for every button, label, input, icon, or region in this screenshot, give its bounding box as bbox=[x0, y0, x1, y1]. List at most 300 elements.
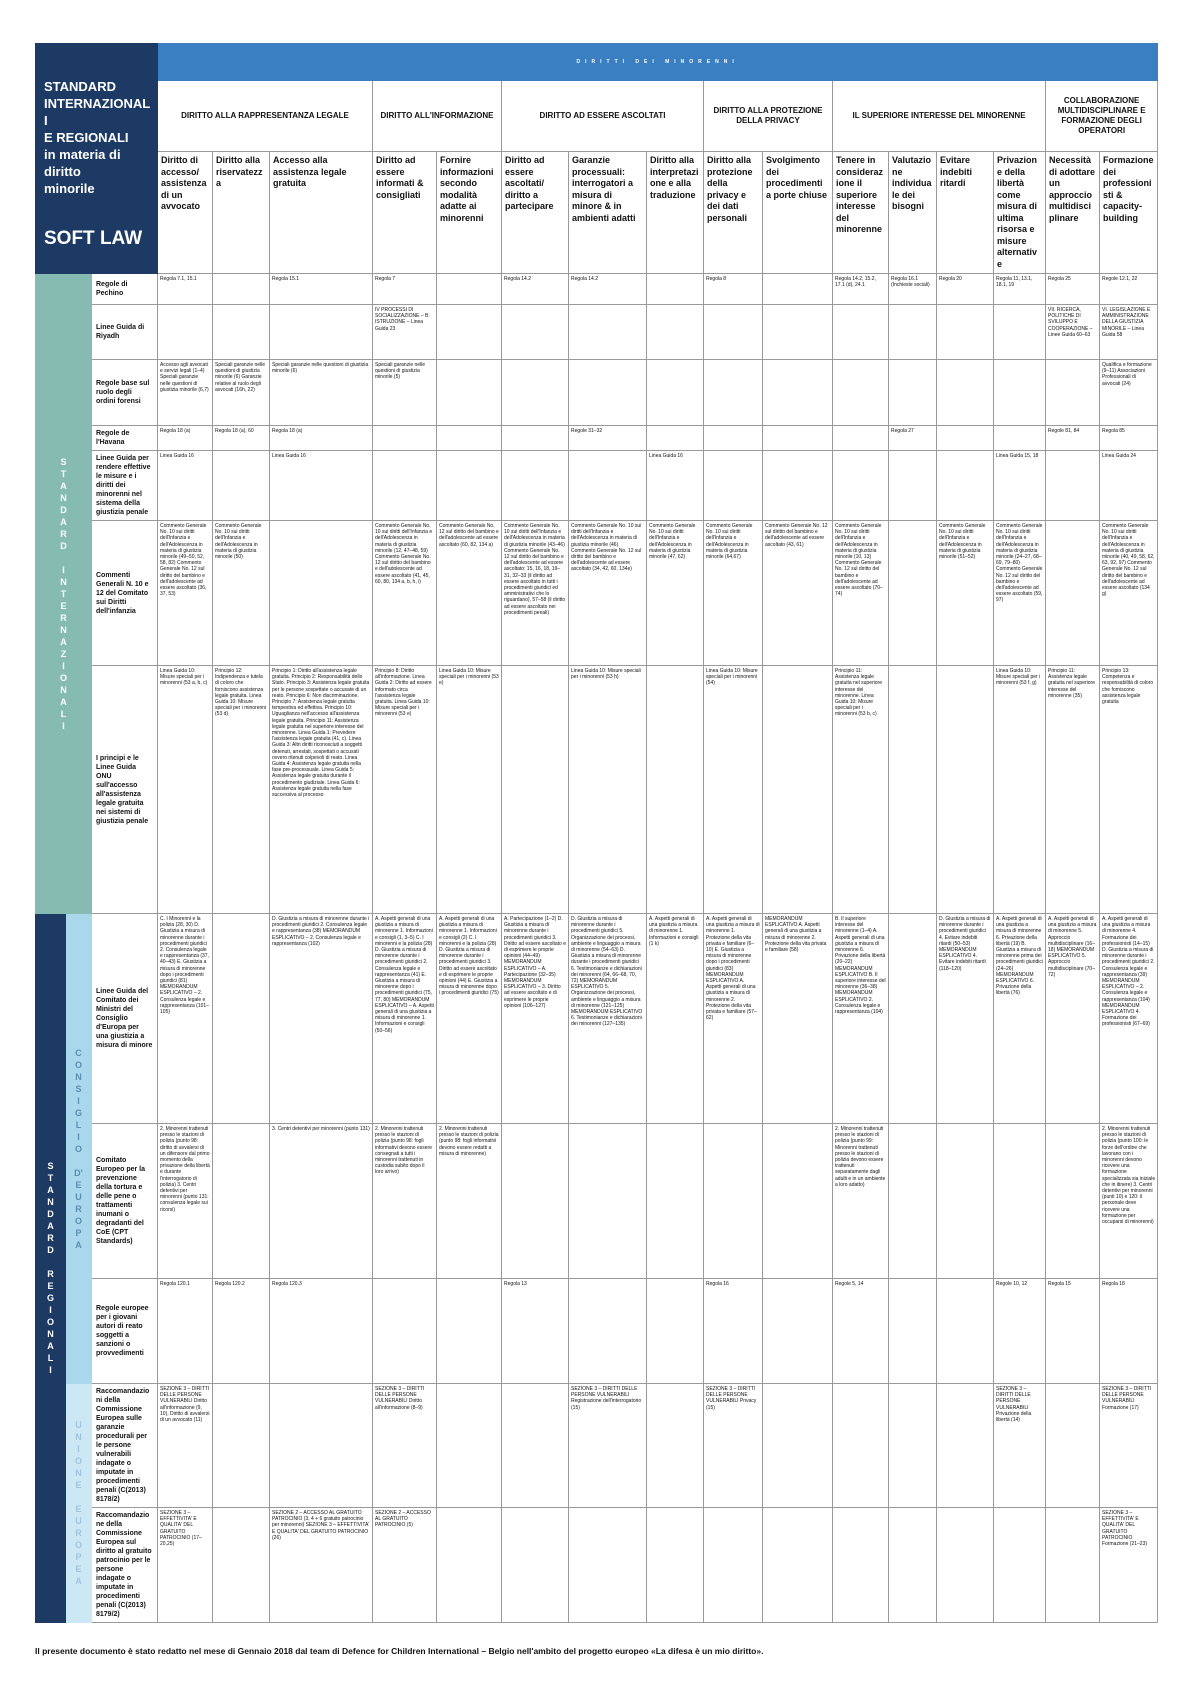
table-cell: Principio 13: Competenza e responsabilità di coloro che forniscono assistenza legale gratuita bbox=[1100, 666, 1158, 914]
table-row bbox=[36, 451, 1158, 521]
band-letter: D bbox=[47, 1209, 54, 1219]
table-cell: A. Aspetti generali di una giustizia a misura di minorenne 5. Approccio multidisciplinare (16–18) MEMORANDUM ESPLICATIVO 5. Approccio multidisciplinare (70–72) bbox=[1046, 914, 1100, 1124]
band-letter: D bbox=[60, 540, 67, 551]
band-letter: A bbox=[75, 1576, 82, 1586]
table-cell bbox=[937, 451, 994, 521]
column-header: Diritto alla riservatezza bbox=[213, 152, 270, 274]
band-letter: O bbox=[74, 1215, 82, 1226]
table-cell bbox=[437, 305, 502, 360]
corner-title bbox=[36, 44, 158, 274]
table-cell: VII. RICERCA, POLITICHE DI SVILUPPO E COOPERAZIONE – Linee Guida 60–63 bbox=[1046, 305, 1100, 360]
table-row bbox=[36, 305, 1158, 360]
group-header: DIRITTO ALLA RAPPRESENTANZA LEGALE bbox=[158, 81, 373, 152]
soft-law-label: SOFT LAW bbox=[44, 228, 143, 249]
column-header: Tenere in considerazione il superiore interesse del minorenne bbox=[833, 152, 889, 274]
corner-line2: INTERNAZIONALI bbox=[44, 96, 151, 128]
band-letter: I bbox=[77, 1444, 80, 1454]
table-cell bbox=[502, 305, 569, 360]
table-cell: Regola 120.1 bbox=[158, 1279, 213, 1384]
table-cell bbox=[437, 1508, 502, 1623]
band-letter: N bbox=[60, 624, 67, 635]
table-cell: Regole 81, 84 bbox=[1046, 426, 1100, 451]
corner-line1: STANDARD bbox=[44, 79, 116, 94]
table-cell: Commento Generale No. 10 sui diritti dell'Infanzia e dell'Adolescenza in materia di giustizia minorile (50) bbox=[213, 521, 270, 666]
band-letter: N bbox=[60, 684, 67, 695]
table-cell: Principio 1: Diritto all'assistenza legale gratuita. Principio 2: Responsabilità dello Stato. Principio 3: Assistenza legale gratuita per le persone sospettate o accusate di un reato. Principio 6: Non discriminazione. Principio 7: Assistenza legale gratuita tempestiva ed effettiva. Principio 10: Uguaglianza nell'accesso all'assistenza legale gratuita. Principio 11: Assistenza legale gratuita nel superiore interesse del minorenne. Linea Guida 1: Prevedere l'assistenza legale gratuita (41, c). Linea Guida 3: Altri diritti riconosciuti a soggetti detenuti, arrestati, sospettati o accusati ovvero ritenuti colpevoli di reato. Linea Guida 4: Assistenza legale gratuita nella fase pre-processuale. Linea Guida 5: Assistenza legale gratuita durante il procedimento giudiziale. Linea Guida 6: Assistenza legale gratuita nella fase successiva al processo bbox=[270, 666, 373, 914]
band-letter: R bbox=[60, 612, 67, 623]
table-cell bbox=[889, 360, 937, 426]
table-cell: Commento Generale No. 10 sui diritti dell'Infanzia e dell'Adolescenza in materia di giustizia minorile (43–46) Commento Generale No. 12 sul diritto del bambino e dell'adolescente ad essere ascoltato: 15, 16, 18, 19–31, 32–33 (il diritto ad essere ascoltato in tutti i procedimenti giuridici ed amministrativi che lo riguardano), 57–58 (il diritto ad essere ascoltato nei procedimenti penali) bbox=[502, 521, 569, 666]
table-row bbox=[36, 1124, 1158, 1279]
table-cell bbox=[763, 426, 833, 451]
table-cell bbox=[502, 1508, 569, 1623]
table-cell: SEZIONE 3 – DIRITTI DELLE PERSONE VULNERABILI Diritto all'informazione (9, 10), Diritto di avvalersi di un avvocato (11) bbox=[158, 1384, 213, 1508]
table-cell bbox=[373, 426, 437, 451]
table-cell: Commento Generale No. 10 sui diritti dell'Infanzia e dell'Adolescenza in materia di giustizia minorile (10, 13) Commento Generale No. 12 sul diritto del bambino e dell'adolescente ad essere ascoltato (70–74) bbox=[833, 521, 889, 666]
table-cell: Commento Generale No. 10 sui diritti dell'Infanzia e dell'Adolescenza in materia di giustizia minorile (47, 62) bbox=[647, 521, 704, 666]
table-cell bbox=[763, 1384, 833, 1508]
corner-line4: in materia di diritto bbox=[44, 147, 121, 179]
table-cell bbox=[213, 1508, 270, 1623]
band-letter: D bbox=[47, 1245, 54, 1255]
table-cell bbox=[937, 426, 994, 451]
table-cell bbox=[994, 360, 1046, 426]
table-row bbox=[36, 666, 1158, 914]
row-label: Regole europee per i giovani autori di reato soggetti a sanzioni o provvedimenti bbox=[92, 1279, 158, 1384]
table-cell bbox=[569, 451, 647, 521]
table-cell bbox=[569, 1124, 647, 1279]
band-letter: R bbox=[75, 1203, 82, 1214]
table-cell bbox=[937, 1124, 994, 1279]
band-letter: P bbox=[75, 1227, 82, 1238]
table-cell: Linea Guida 10: Misure speciali per i minorenni (53 a, b, c) bbox=[158, 666, 213, 914]
matrix-page bbox=[35, 43, 1157, 1623]
table-cell: A. Aspetti generali di una giustizia a misura di minorenne 4. Formazione dei professionisti (14–15) D. Giustizia a misura di minorenne durante i procedimenti giuridici 2. Consulenza legale e rappresentanza (39) MEMORANDUM ESPLICATIVO – 2. Consulenza legale e rappresentanza (104) MEMORANDUM ESPLICATIVO 4. Formazione dei professionisti (67–69) bbox=[1100, 914, 1158, 1124]
table-cell bbox=[1046, 451, 1100, 521]
band-letter: G bbox=[46, 1293, 54, 1303]
band-letter: I bbox=[49, 1365, 52, 1375]
band-letter: L bbox=[47, 1353, 54, 1363]
table-cell bbox=[1046, 1508, 1100, 1623]
table-cell: Regola 14.2 bbox=[502, 274, 569, 305]
table-cell: 2. Minorenni trattenuti presso le stazioni di polizia (punto 98: fogli informativi devono essere redatti a misura di minorenne) bbox=[437, 1124, 502, 1279]
table-cell bbox=[763, 360, 833, 426]
table-cell: Linea Guida 10: Misure speciali per i minorenni (53 e) bbox=[437, 666, 502, 914]
table-cell bbox=[889, 521, 937, 666]
band-letter: E bbox=[75, 1179, 82, 1190]
table-cell bbox=[437, 1384, 502, 1508]
table-cell: Commento Generale No. 10 sui diritti dell'Infanzia e dell'Adolescenza in materia di giustizia minorile (51–52) bbox=[937, 521, 994, 666]
table-cell bbox=[502, 426, 569, 451]
row-label: Regole di Pechino bbox=[92, 274, 158, 305]
table-cell bbox=[889, 1384, 937, 1508]
table-cell bbox=[833, 426, 889, 451]
table-row bbox=[36, 521, 1158, 666]
column-header: Diritto alla protezione della privacy e dei dati personali bbox=[704, 152, 763, 274]
table-cell: D. Giustizia a misura di minorenne durante i procedimenti giuridici 4. Evitare indebiti ritardi (50–53) MEMORANDUM ESPLICATIVO 4. Evitare indebiti ritardi (118–120) bbox=[937, 914, 994, 1124]
table-cell: Commento Generale No. 10 sui diritti dell'Infanzia e dell'Adolescenza in materia di giustizia minorile (49–50, 52, 58, 82) Commento Generale No. 12 sul diritto del bambino e dell'adolescente ad essere ascoltato (36, 37, 53) bbox=[158, 521, 213, 666]
band-letter: O bbox=[74, 1143, 82, 1154]
table-cell: Regola 16.1 (Inchieste sociali) bbox=[889, 274, 937, 305]
table-cell: Regola 14.2, 15.2, 17.1 (d), 24.1 bbox=[833, 274, 889, 305]
band-letter: G bbox=[74, 1107, 82, 1118]
table-cell: SEZIONE 3 – DIRITTI DELLE PERSONE VULNERABILI Privacy (15) bbox=[704, 1384, 763, 1508]
table-cell: Commento Generale No. 12 sul diritto del bambino e dell'adolescente ad essere ascoltato (43, 61) bbox=[763, 521, 833, 666]
table-cell bbox=[437, 360, 502, 426]
band-letter: O bbox=[59, 672, 67, 683]
table-cell bbox=[213, 305, 270, 360]
column-header: Svolgimento dei procedimenti a porte chiuse bbox=[763, 152, 833, 274]
table-cell bbox=[937, 1384, 994, 1508]
band-letter: A bbox=[47, 1185, 54, 1195]
table-cell: 3. Centri detentivi per minorenni (punto 131) bbox=[270, 1124, 373, 1279]
table-cell bbox=[763, 1508, 833, 1623]
table-cell: Regola 7 bbox=[373, 274, 437, 305]
table-cell bbox=[569, 1508, 647, 1623]
table-cell bbox=[833, 1384, 889, 1508]
band-letter: U bbox=[75, 1516, 82, 1526]
band-letter: T bbox=[47, 1173, 54, 1183]
table-cell: Regola 120.2 bbox=[213, 1279, 270, 1384]
table-cell: A. Aspetti generali di una giustizia a misura di minorenne 6. Privazione della libertà (19) B. Giustizia a misura di minorenne prima dei procedimenti giuridici (24–26) MEMORANDUM ESPLICATIVO 6. Privazione della libertà (76) bbox=[994, 914, 1046, 1124]
table-cell: Regola 7.1, 15.1 bbox=[158, 274, 213, 305]
table-cell bbox=[437, 426, 502, 451]
table-cell: Regola 13 bbox=[502, 1279, 569, 1384]
table-cell: Regole 10, 12 bbox=[994, 1279, 1046, 1384]
band-letter: N bbox=[47, 1329, 54, 1339]
table-cell: Regola 8 bbox=[704, 274, 763, 305]
group-header: DIRITTO AD ESSERE ASCOLTATI bbox=[502, 81, 704, 152]
table-cell bbox=[889, 1508, 937, 1623]
table-cell: Linea Guida 16 bbox=[270, 451, 373, 521]
band-letter: N bbox=[75, 1432, 82, 1442]
band-council-of-europe bbox=[66, 914, 92, 1384]
table-cell: Regola 16 bbox=[704, 1279, 763, 1384]
row-label: Raccomandazioni della Commissione Europea sulle garanzie procedurali per le persone vulnerabili indagate o imputate in procedimenti penali (C(2013) 8178/2) bbox=[92, 1384, 158, 1508]
band-letter: I bbox=[62, 720, 65, 731]
table-row bbox=[36, 1384, 1158, 1508]
table-cell: SEZIONE 2 – ACCESSO AL GRATUITO PATROCINIO (3, 4 + 6 gratuito patrocinio per minorenni) SEZIONE 3 – EFFETTIVITA' E QUALITA' DEL GRATUITO PATROCINIO (26) bbox=[270, 1508, 373, 1623]
band-letter: N bbox=[60, 576, 67, 587]
table-cell: Commento Generale No. 10 sui diritti dell'Infanzia e dell'Adolescenza in materia di giustizia minorile (24–27, 68–69, 79–80) Commento Generale No. 12 sul diritto del bambino e dell'adolescente ad essere ascoltato (59, 97) bbox=[994, 521, 1046, 666]
band-letter bbox=[36, 552, 91, 564]
table-cell: Regola 11, 13.1, 18.1, 19 bbox=[994, 274, 1046, 305]
band-letter: A bbox=[60, 636, 67, 647]
band-letter: E bbox=[75, 1564, 82, 1574]
band-letter: I bbox=[62, 660, 65, 671]
table-cell: Regola 18 bbox=[1100, 1279, 1158, 1384]
table-row bbox=[36, 1279, 1158, 1384]
table-cell: Speciali garanzie nelle questioni di giustizia minorile (6) Garanzie relative al ruolo degli avvocati (16h, 22) bbox=[213, 360, 270, 426]
table-cell bbox=[502, 1124, 569, 1279]
column-header: Privazione della libertà come misura di ultima risorsa e misure alternative bbox=[994, 152, 1046, 274]
table-cell bbox=[647, 666, 704, 914]
band-regional bbox=[36, 914, 66, 1623]
table-cell: SEZIONE 3 – DIRITTI DELLE PERSONE VULNERABILI Registrazione dell'interrogatorio (15) bbox=[569, 1384, 647, 1508]
column-header: Valutazione individuale dei bisogni bbox=[889, 152, 937, 274]
table-cell: MEMORANDUM ESPLICATIVO A. Aspetti generali di una giustizia a misura di minorenne 2. Protezione della vita privata e familiare (58) bbox=[763, 914, 833, 1124]
row-label: Commenti Generali N. 10 e 12 del Comitato sui Diritti dell'infanzia bbox=[92, 521, 158, 666]
band-letter: A bbox=[60, 516, 67, 527]
row-label: Comitato Europeo per la prevenzione della tortura e delle pene o trattamenti inumani o degradanti del CoE (CPT Standards) bbox=[92, 1124, 158, 1279]
table-cell: A. Aspetti generali di una giustizia a misura di minorenne 1. Informazioni e consigli (2) C. I minorenni e la polizia (28) D. Giustizia a misura di minorenne durante i procedimenti giuridici 3. Diritto ad essere ascoltato e di esprimere le proprie opinioni (44) E. Giustizia a misura di minorenne dopo i procedimenti giuridici (75) bbox=[437, 914, 502, 1124]
table-cell: Commento Generale No. 10 sui diritti dell'Infanzia e dell'Adolescenza in materia di giustizia minorile (64,67) bbox=[704, 521, 763, 666]
table-cell: Regole 31–32 bbox=[569, 426, 647, 451]
band-letter: A bbox=[47, 1341, 54, 1351]
table-cell bbox=[833, 305, 889, 360]
table-cell bbox=[437, 1279, 502, 1384]
table-cell bbox=[213, 451, 270, 521]
table-cell bbox=[569, 360, 647, 426]
table-cell: Accesso agli avvocati e servizi legali (1–4) Speciali garanzie nelle questioni di giustizia minorile (6,7) bbox=[158, 360, 213, 426]
band-letter: I bbox=[77, 1095, 80, 1106]
table-cell bbox=[937, 1508, 994, 1623]
row-label: Raccomandazione della Commissione Europea sul diritto al gratuito patrocinio per le persone indagate o imputate in procedimenti penali (C(2013) 8179/2) bbox=[92, 1508, 158, 1623]
table-cell bbox=[647, 1384, 704, 1508]
table-cell: SEZIONE 3 – DIRITTI DELLE PERSONE VULNERABILI Privazione della libertà (14) bbox=[994, 1384, 1046, 1508]
band-letter: I bbox=[49, 1305, 52, 1315]
table-cell: A. Aspetti generali di una giustizia a misura di minorenne 1. Protezione della vita privata e familiare (6–10) E. Giustizia a misura di minorenne dopo i procedimenti giuridici (83) MEMORANDUM ESPLICATIVO A. Aspetti generali di una giustizia a misura di minorenne 2. Protezione della vita privata e familiare (57–62) bbox=[704, 914, 763, 1124]
band-letter: C bbox=[75, 1047, 82, 1058]
band-letter: R bbox=[47, 1269, 54, 1279]
table-cell bbox=[763, 666, 833, 914]
table-cell: Linea Guida 10: Misure speciali per i minorenni (54) bbox=[704, 666, 763, 914]
table-cell bbox=[937, 360, 994, 426]
group-header: IL SUPERIORE INTERESSE DEL MINORENNE bbox=[833, 81, 1046, 152]
table-cell: Regole 12.1, 22 bbox=[1100, 274, 1158, 305]
table-cell bbox=[502, 1384, 569, 1508]
table-cell bbox=[373, 451, 437, 521]
column-header: Fornire informazioni secondo modalità adatte ai minorenni bbox=[437, 152, 502, 274]
row-label: Linee Guida di Riyadh bbox=[92, 305, 158, 360]
table-cell bbox=[937, 666, 994, 914]
table-cell bbox=[704, 1124, 763, 1279]
table-cell: Principio 12: Indipendenza e tutela di coloro che forniscono assistenza legale gratuita. Linea Guida 10: Misure speciali per i minorenni (53 d) bbox=[213, 666, 270, 914]
band-letter: N bbox=[75, 1468, 82, 1478]
corner-line5: minorile bbox=[44, 181, 95, 196]
table-cell: C. I Minorenni e la polizia (28, 30) D. Giustizia a misura di minorenne durante i procedimenti giuridici 2. Consulenza legale e rappresentanza (37, 40–43) E. Giustizia a misura di minorenne dopo i procedimenti giuridici (81) MEMORANDUM ESPLICATIVO – 2. Consulenza legale e rappresentanza (101–105) bbox=[158, 914, 213, 1124]
table-cell bbox=[647, 1279, 704, 1384]
table-row bbox=[36, 360, 1158, 426]
table-cell bbox=[763, 1279, 833, 1384]
table-cell bbox=[569, 1279, 647, 1384]
table-cell: B. Il superiore interesse del minorenne (1–4) A. Aspetti generali di una giustizia a misura di minorenne 6. Privazione della libertà (20–22) MEMORANDUM ESPLICATIVO B. Il superiore interesse del minorenne (36–38) MEMORANDUM ESPLICATIVO 2. Consulenza legale e rappresentanza (104) bbox=[833, 914, 889, 1124]
table-cell bbox=[502, 360, 569, 426]
band-letter: O bbox=[74, 1540, 82, 1550]
table-cell: Speciali garanzie nelle questioni di giustizia minorile (5) bbox=[373, 360, 437, 426]
row-label: Linee Guida per rendere effettive le misure e i diritti dei minorenni nel sistema della giustizia penale bbox=[92, 451, 158, 521]
table-cell bbox=[270, 305, 373, 360]
table-cell: Regola 18 (a), 60 bbox=[213, 426, 270, 451]
table-cell: SEZIONE 3 – DIRITTI DELLE PERSONE VULNERABILI Diritto all'informazione (8–9) bbox=[373, 1384, 437, 1508]
band-letter: T bbox=[60, 468, 67, 479]
table-cell: Speciali garanzie nelle questioni di giustizia minorile (6) bbox=[270, 360, 373, 426]
table-cell bbox=[502, 666, 569, 914]
table-cell: Linea Guida 10: Misure speciali per i minorenni (53 h) bbox=[569, 666, 647, 914]
group-header: DIRITTO ALLA PROTEZIONE DELLA PRIVACY bbox=[704, 81, 833, 152]
table-cell bbox=[1046, 1384, 1100, 1508]
table-cell: Commento Generale No. 10 sui diritti dell'Infanzia e dell'Adolescenza in materia di giustizia minorile (40, 49, 58, 62, 63, 92, 97) Commento Generale No. 12 sul diritto del bambino e dell'adolescente ad essere ascoltato (134 g) bbox=[1100, 521, 1158, 666]
table-cell: 2. Minorenni trattenuti presso le stazioni di polizia (punto 98: diritto di avvalersi di un difensore dal primo momento della privazione della libertà e durante l'interrogatorio di polizia) 3. Centri detentivi per minorenni (punto 131: consulenza legale sui ricorsi) bbox=[158, 1124, 213, 1279]
table-cell: Commento Generale No. 10 sui diritti dell'Infanzia e dell'Adolescenza in materia di giustizia minorile (12, 47–48, 59) Commento Generale No. 12 sul diritto del bambino e dell'adolescente ad essere ascoltato (41, 45, 60, 80, 134 a, b, h, i) bbox=[373, 521, 437, 666]
table-cell bbox=[704, 451, 763, 521]
table-cell: D. Giustizia a misura di minorenne durante i procedimenti giuridici 5. Organizzazione dei processi, ambiente e linguaggio a misura di minorenne (54–63) D. Giustizia a misura di minorenne durante i procedimenti giuridici 6. Testimonianze e dichiarazioni dei minorenni (64, 66–68, 70, 72) MEMORANDUM ESPLICATIVO 5. Organizzazione dei processi, ambiente e linguaggio a misura di minorenne (121–125) MEMORANDUM ESPLICATIVO 6. Testimonianze e dichiarazioni dei minorenni (127–135) bbox=[569, 914, 647, 1124]
table-cell bbox=[889, 1124, 937, 1279]
table-cell bbox=[994, 305, 1046, 360]
banner-title: DIRITTI DEI MINORENNI bbox=[158, 44, 1158, 81]
column-header: Diritto di accesso/ assistenza di un avvocato bbox=[158, 152, 213, 274]
column-header: Diritto ad essere informati & consigliati bbox=[373, 152, 437, 274]
row-label: Regole base sul ruolo degli ordini forensi bbox=[92, 360, 158, 426]
band-letter: E bbox=[60, 600, 67, 611]
table-cell: Regola 18 (a) bbox=[158, 426, 213, 451]
table-cell: Regola 120.3 bbox=[270, 1279, 373, 1384]
table-cell: Principio 11: Assistenza legale gratuita nel superiore interesse del minorenne (35) bbox=[1046, 666, 1100, 914]
table-cell bbox=[437, 451, 502, 521]
table-cell bbox=[213, 914, 270, 1124]
table-cell: Regole 5, 14 bbox=[833, 1279, 889, 1384]
table-cell bbox=[270, 521, 373, 666]
table-cell: SEZIONE 3 – DIRITTI DELLE PERSONE VULNERABILI Formazione (17) bbox=[1100, 1384, 1158, 1508]
table-cell: Regola 15 bbox=[1046, 1279, 1100, 1384]
column-header: Evitare indebiti ritardi bbox=[937, 152, 994, 274]
band-letter: A bbox=[60, 696, 67, 707]
table-row bbox=[36, 426, 1158, 451]
table-cell bbox=[647, 360, 704, 426]
band-letter: N bbox=[60, 492, 67, 503]
group-header: COLLABORAZIONE MULTIDISCIPLINARE E FORMAZIONE DEGLI OPERATORI bbox=[1046, 81, 1158, 152]
band-letter: U bbox=[75, 1191, 82, 1202]
table-cell bbox=[937, 305, 994, 360]
table-cell: Regola 15.1 bbox=[270, 274, 373, 305]
band-letter: N bbox=[47, 1197, 54, 1207]
table-cell bbox=[763, 1124, 833, 1279]
table-cell: Regola 14.2 bbox=[569, 274, 647, 305]
table-cell: Regola 27 bbox=[889, 426, 937, 451]
band-letter: I bbox=[62, 564, 65, 575]
table-cell: A. Aspetti generali di una giustizia a misura di minorenne 1. Informazioni e consigli (1, 3–5) C. I minorenni e la polizia (28) D. Giustizia a misura di minorenne durante i procedimenti giuridici 2. Consulenza legale e rappresentanza (41) E. Giustizia a misura di minorenne dopo i procedimenti giuridici (75, 77, 80) MEMORANDUM ESPLICATIVO – A. Aspetti generali di una giustizia a misura di minorenne 1. Informazioni e consigli (50–56) bbox=[373, 914, 437, 1124]
table-cell: Qualifica e formazione (9–11) Associazioni Professionali di avvocati (24) bbox=[1100, 360, 1158, 426]
table-cell: 2. Minorenni trattenuti presso le stazioni di polizia (punto 99: Minorenni trattenuti presso le stazioni di polizia devono essere trattenuti separatamente dagli adulti e in un ambiente a loro adatto) bbox=[833, 1124, 889, 1279]
band-letter: E bbox=[47, 1281, 54, 1291]
band-letter: P bbox=[75, 1552, 82, 1562]
row-label: Regole de l'Havana bbox=[92, 426, 158, 451]
band-letter: A bbox=[47, 1221, 54, 1231]
table-cell: Commento Generale No. 10 sui diritti dell'Infanzia e dell'Adolescenza in materia di giustizia minorile (46) Commento Generale No. 12 sul diritto del bambino e dell'adolescente ad essere ascoltato (34, 42, 60, 134e) bbox=[569, 521, 647, 666]
table-cell bbox=[889, 451, 937, 521]
band-international bbox=[36, 274, 92, 914]
table-cell: Regola 25 bbox=[1046, 274, 1100, 305]
group-header: DIRITTO ALL'INFORMAZIONE bbox=[373, 81, 502, 152]
band-letter: U bbox=[75, 1420, 82, 1430]
table-cell bbox=[704, 360, 763, 426]
table-cell bbox=[889, 305, 937, 360]
table-cell bbox=[373, 1279, 437, 1384]
table-cell: Principio 11: Assistenza legale gratuita nel superiore interesse del minorenne. Linea Guida 10: Misure speciali per i minorenni (53 b, c) bbox=[833, 666, 889, 914]
band-letter: E bbox=[75, 1480, 82, 1490]
table-cell bbox=[763, 305, 833, 360]
table-cell: IV PROCESSI DI SOCIALIZZAZIONE – B. ISTRUZIONE – Linea Guida 23 bbox=[373, 305, 437, 360]
table-cell bbox=[704, 305, 763, 360]
table-cell: SEZIONE 3 – EFFETTIVITA' E QUALITA' DEL GRATUITO PATROCINIO Formazione (21–23) bbox=[1100, 1508, 1158, 1623]
table-cell: A. Partecipazione (1–2) D. Giustizia a misura di minorenne durante i procedimenti giuridici 3. Diritto ad essere ascoltato e di esprimere le proprie opinioni (44–49) MEMORANDUM ESPLICATIVO – A. Partecipazione (32–35) MEMORANDUM ESPLICATIVO – 3. Diritto ad essere ascoltato e di esprimere le proprie opinioni (106–127) bbox=[502, 914, 569, 1124]
table-cell: Linea Guida 16 bbox=[158, 451, 213, 521]
band-letter: O bbox=[46, 1317, 54, 1327]
table-cell bbox=[569, 305, 647, 360]
band-letter: R bbox=[60, 528, 67, 539]
table-cell bbox=[158, 305, 213, 360]
table-cell bbox=[1046, 1124, 1100, 1279]
table-cell: Linea Guida 16 bbox=[647, 451, 704, 521]
band-letter: T bbox=[60, 588, 67, 599]
table-cell: Linea Guida 24 bbox=[1100, 451, 1158, 521]
table-cell: Commento Generale No. 12 sul diritto del bambino e dell'adolescente ad essere ascoltato (60, 82, 134 a) bbox=[437, 521, 502, 666]
corner-line3: E REGIONALI bbox=[44, 130, 129, 145]
column-header: Garanzie processuali: interrogatori a misura di minore & in ambienti adatti bbox=[569, 152, 647, 274]
band-letter: S bbox=[60, 456, 67, 467]
table-cell bbox=[1046, 521, 1100, 666]
table-cell bbox=[270, 1384, 373, 1508]
band-letter: D' bbox=[74, 1167, 83, 1178]
table-cell: A. Aspetti generali di una giustizia a misura di minorenne 1. Informazioni e consigli (1 k) bbox=[647, 914, 704, 1124]
table-cell: SEZIONE 3 – EFFETTIVITA' E QUALITA' DEL GRATUITO PATROCINIO (17–20,25) bbox=[158, 1508, 213, 1623]
table-cell bbox=[647, 274, 704, 305]
row-label: I principi e le Linee Guida ONU sull'accesso all'assistenza legale gratuita nei sistemi di giustizia penale bbox=[92, 666, 158, 914]
table-row bbox=[36, 274, 1158, 305]
table-cell bbox=[937, 1279, 994, 1384]
band-letter: N bbox=[75, 1071, 82, 1082]
table-cell bbox=[213, 274, 270, 305]
table-cell bbox=[833, 360, 889, 426]
table-cell bbox=[647, 305, 704, 360]
band-letter: S bbox=[47, 1161, 54, 1171]
column-header: Necessità di adottare un approccio multidisciplinare bbox=[1046, 152, 1100, 274]
table-cell: 2. Minorenni trattenuti presso le stazioni di polizia (punto 98: fogli informativi devono essere consegnati a tutti i minorenni trattenuti in custodia subito dopo il loro arrivo) bbox=[373, 1124, 437, 1279]
column-header: Diritto alla interpretazione e alla traduzione bbox=[647, 152, 704, 274]
band-letter: R bbox=[47, 1233, 54, 1243]
table-cell bbox=[994, 1124, 1046, 1279]
table-cell bbox=[502, 451, 569, 521]
table-cell bbox=[213, 1124, 270, 1279]
table-cell: VI. LEGISLAZIONE E AMMINISTRAZIONE DELLA GIUSTIZIA MINORILE – Linea Guida 58 bbox=[1100, 305, 1158, 360]
table-cell bbox=[994, 1508, 1046, 1623]
table-cell: Regola 20 bbox=[937, 274, 994, 305]
table-cell bbox=[647, 1508, 704, 1623]
table-cell bbox=[994, 426, 1046, 451]
table-cell: 2. Minorenni trattenuti presso le stazioni di polizia (punto 100: le forze dell'ordine che lavorano con i minorenni devono ricevere una formazione specializzata sia iniziale che in itinere) 3. Centri detentivi per minorenni (punti 10) e 120: il personale deve ricevere una formazione per occuparsi di minorenni) bbox=[1100, 1124, 1158, 1279]
standards-matrix bbox=[35, 43, 1158, 1623]
band-letter bbox=[66, 1155, 91, 1167]
table-cell bbox=[704, 426, 763, 451]
table-cell bbox=[647, 426, 704, 451]
table-cell: Linea Guida 15, 18 bbox=[994, 451, 1046, 521]
table-cell bbox=[763, 451, 833, 521]
table-cell: D. Giustizia a misura di minorenne durante i procedimenti giuridici 2. Consulenza legale e rappresentanza (38) MEMORANDUM ESPLICATIVO – 2. Consulenza legale e rappresentanza (102) bbox=[270, 914, 373, 1124]
band-european-union bbox=[66, 1384, 92, 1623]
column-header: Formazione dei professionisti & capacity-building bbox=[1100, 152, 1158, 274]
band-letter bbox=[36, 1256, 65, 1268]
band-letter: I bbox=[77, 1131, 80, 1142]
table-cell bbox=[213, 1384, 270, 1508]
band-letter: A bbox=[75, 1239, 82, 1250]
table-cell: Principio 8: Diritto all'informazione. Linea Guida 2: Diritto ad essere informato circa l'assistenza legale gratuita. Linea Guida 10: Misure speciali per i minorenni (53 e) bbox=[373, 666, 437, 914]
table-cell: SEZIONE 2 – ACCESSO AL GRATUITO PATROCINIO (5) bbox=[373, 1508, 437, 1623]
band-letter: R bbox=[75, 1528, 82, 1538]
band-letter: O bbox=[74, 1456, 82, 1466]
band-letter: L bbox=[60, 708, 67, 719]
table-cell bbox=[437, 274, 502, 305]
table-cell bbox=[889, 914, 937, 1124]
